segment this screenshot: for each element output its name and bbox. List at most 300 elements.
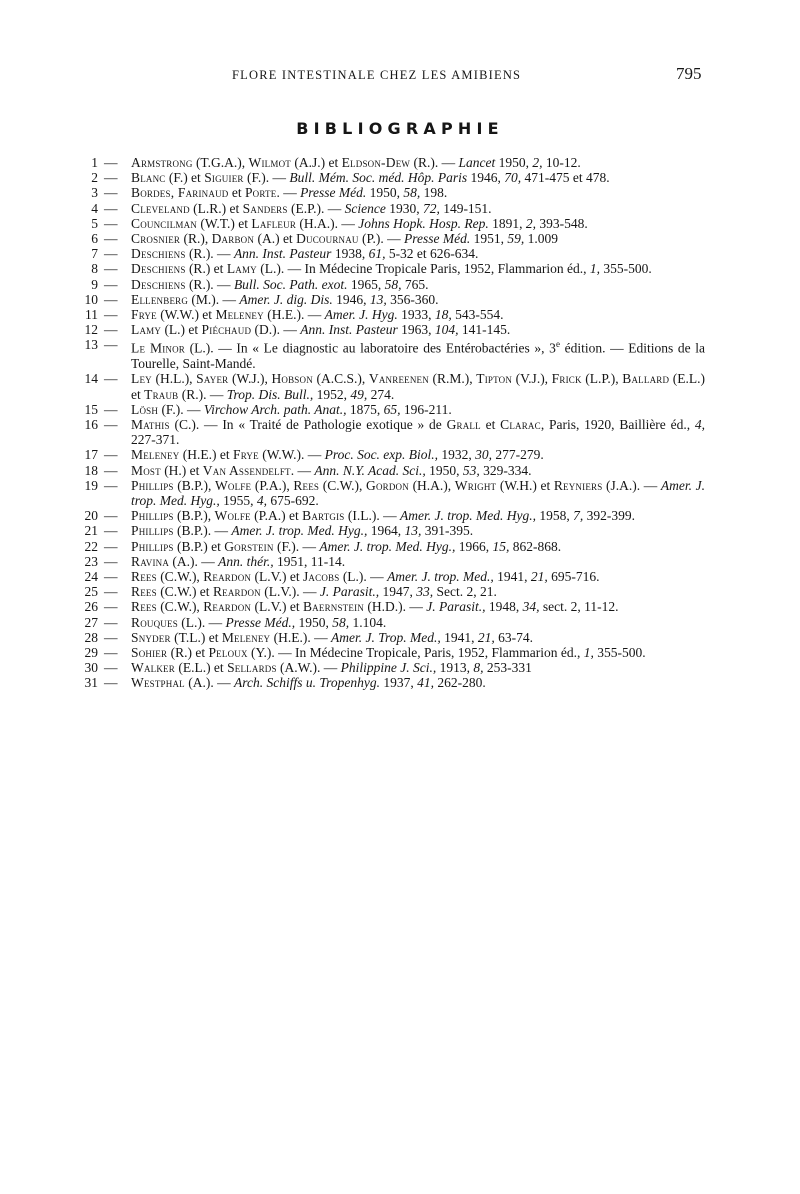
journal-title: Bull. Mém. Soc. méd. Hôp. Paris [289,170,468,186]
author-name: Deschiens [131,246,186,262]
reference-text [131,569,705,584]
author-name: Mathis [131,416,170,432]
author-name: Meleney [215,307,264,323]
reference-text [131,478,705,508]
reference-fragment: (H.A.). — [296,215,359,231]
journal-title: 34, [522,599,540,615]
author-name: Lafleur [251,215,297,231]
reference-dash: — [104,371,118,387]
reference-fragment: 675-692. [266,492,319,508]
journal-title: 7, [573,508,584,524]
journal-title: Arch. Schiffs u. Tropenhyg. [233,675,380,691]
journal-title: 30, [475,447,493,463]
reference-dash: — [104,553,118,569]
reference-fragment: et [480,416,501,432]
reference-fragment: 1952, [313,386,351,402]
author-name: Lösh [131,401,159,417]
reference-fragment: (F.). — [158,401,204,417]
reference-number: 1 [91,155,98,170]
reference-fragment: (A.) et [254,231,297,247]
reference-fragment: 262-280. [433,675,486,691]
reference-fragment: (R.), [180,231,212,247]
author-name: Deschiens [131,261,186,277]
reference-fragment: 1951, [470,231,508,247]
reference-fragment: 355-500. [593,645,646,660]
reference-fragment: 1933, [397,307,435,323]
running-title: FLORE INTESTINALE CHEZ LES AMIBIENS [232,68,522,82]
running-header [0,64,800,84]
reference-number: 4 [91,200,98,216]
author-name: Tipton [476,371,513,387]
reference-entry [0,447,800,462]
reference-text [131,523,705,538]
reference-dash: — [104,322,118,338]
journal-title: J. Parasit., [319,584,380,600]
reference-dash: — [104,675,118,691]
journal-title: Amer. J. trop. Med. Hyg., [319,538,456,554]
reference-fragment: 355-500. [599,261,652,277]
reference-fragment: (W.T.) et [197,215,252,231]
reference-number: 12 [84,322,98,338]
reference-fragment: (L.). — In Médecine Tropicale Paris, 1952, Flammarion éd., [256,261,590,277]
author-name: Ravina [131,553,170,569]
reference-fragment: . — [276,185,301,201]
reference-fragment: (E.L.) et [174,660,228,676]
author-name: Le Minor [131,340,185,356]
reference-fragment: 1938, [331,246,369,262]
reference-fragment: et [228,185,245,201]
author-name: Reardon [203,599,252,615]
reference-number: 23 [84,553,98,569]
reference-fragment: 1937, [379,675,418,691]
journal-title: Amer. J. trop. Med. Hyg., [231,523,368,539]
reference-fragment: (F.). — [273,538,320,554]
reference-text [131,231,705,246]
reference-entry [0,307,800,322]
reference-fragment: 765. [401,276,429,292]
journal-title: 13, [369,291,387,307]
reference-dash: — [104,538,118,554]
reference-dash: — [104,276,118,292]
reference-fragment: (L.P.), [581,371,623,387]
author-name: Frye [131,307,157,323]
reference-fragment: (P.A.), [251,477,294,493]
reference-text [131,584,705,599]
author-name: Rees [131,568,157,584]
author-name: Rees [293,477,320,493]
reference-dash: — [104,645,118,660]
reference-dash: — [104,599,118,615]
author-name: Bartgis [302,508,345,524]
reference-number: 3 [91,185,98,201]
author-name: Porte [244,185,277,201]
journal-title: 21, [530,568,548,584]
journal-title: Virchow Arch. path. Anat., [203,401,347,417]
reference-dash: — [104,584,118,600]
reference-entry [0,231,800,246]
reference-fragment: (A.C.S.), [312,371,369,387]
journal-title: Ann. thér., [218,553,274,569]
reference-entry [0,599,800,614]
reference-number: 28 [84,629,98,645]
reference-dash: — [104,477,118,493]
reference-fragment: (P.A.) et [250,508,303,524]
journal-title: 2, [525,215,537,231]
author-name: Clarac [500,416,541,432]
reference-fragment: (L.V.) et [251,568,303,584]
reference-text [131,292,705,307]
reference-entry [0,584,800,599]
reference-fragment: (R.) et [167,645,209,660]
reference-fragment: (L.). — [339,568,388,584]
journal-title: J. Parasit., [426,599,486,615]
reference-number: 29 [84,645,98,660]
reference-fragment: (I.L.). — [344,508,400,524]
reference-fragment: 63-74. [494,629,533,645]
reference-dash: — [104,261,118,277]
reference-fragment: (T.G.A.), [192,155,249,170]
reference-dash: — [104,170,118,186]
reference-fragment: (F.). — [243,170,290,186]
reference-fragment: (H.A.), [408,477,455,493]
reference-fragment: 1947, [379,584,417,600]
reference-number: 10 [84,291,98,307]
journal-title: 1, [583,645,594,660]
reference-entry [0,371,800,401]
reference-fragment: (R.). — [185,246,234,262]
reference-fragment: (H.L.), [151,371,197,387]
reference-fragment: 392-399. [583,508,635,524]
journal-title: Johns Hopk. Hosp. Rep. [358,215,489,231]
reference-fragment: , Paris, 1920, Baillière éd., [540,416,695,432]
reference-fragment: (A.). — [184,675,234,691]
reference-fragment: 1.009 [524,231,558,247]
page-number: 795 [676,64,702,83]
journal-title: Presse Méd., [225,614,296,630]
journal-title: 53, [462,462,480,478]
journal-title: 49, [350,386,368,402]
reference-fragment: 391-395. [421,523,474,539]
reference-text [131,402,705,417]
reference-number: 6 [91,231,98,247]
reference-fragment: (A.). — [169,553,219,569]
reference-entry [0,155,800,170]
reference-text [131,463,705,478]
reference-dash: — [104,231,118,247]
reference-text [131,599,705,614]
reference-fragment: (B.P.) et [173,538,225,554]
reference-text [131,371,705,401]
reference-dash: — [104,246,118,262]
reference-number: 30 [84,660,98,676]
reference-fragment: 227-371. [131,432,180,448]
reference-entry [0,261,800,276]
journal-title: Science [344,200,386,216]
author-name: Phillips [131,477,174,493]
reference-fragment: 1958, [535,508,574,524]
reference-fragment: (L.). — [177,614,226,630]
author-name: Meleney [221,629,271,645]
author-name: Lamy [131,322,162,338]
reference-text [131,554,705,569]
reference-fragment: (L.) et [161,322,202,338]
reference-text [131,447,705,462]
reference-fragment: 1963, [397,322,435,338]
journal-title: 13, [404,523,422,539]
reference-dash: — [104,447,118,463]
author-name: Blanc [131,170,166,186]
reference-text [131,261,705,276]
reference-number: 27 [84,614,98,630]
reference-fragment: (D.). — [251,322,301,338]
reference-dash: — [104,629,118,645]
reference-text [131,508,705,523]
journal-title: Amer. J. trop. Med., [387,568,494,584]
reference-number: 31 [84,675,98,691]
journal-title: 8, [473,660,484,676]
reference-fragment: 862-868. [509,538,562,554]
author-name: Westphal [131,675,185,691]
reference-fragment: 1875, [346,401,384,417]
journal-title: Amer. J. Hyg. [324,307,398,323]
reference-entry [0,185,800,200]
journal-title: 58, [332,614,350,630]
reference-fragment: (H.) et [160,462,203,478]
author-name: Sayer [196,371,229,387]
author-name: Sanders [242,200,288,216]
journal-title: 58, [384,276,402,292]
reference-dash: — [104,523,118,539]
reference-fragment: (R.) et [185,261,227,277]
author-name: Grall [446,416,481,432]
reference-fragment: (W.W.) et [156,307,216,323]
reference-entry [0,478,800,508]
reference-fragment: (P.). — [358,231,405,247]
journal-title: 65, [383,401,401,417]
reference-fragment: 1941, [493,568,531,584]
reference-fragment: 10-12. [542,155,581,170]
journal-title: Amer. J. dig. Dis. [239,291,333,307]
author-name: Crosnier [131,231,181,247]
journal-title: 58, [403,185,421,201]
reference-entry [0,292,800,307]
journal-title: Proc. Soc. exp. Biol., [324,447,439,463]
reference-fragment: (W.H.) et [496,477,554,493]
reference-number: 22 [84,538,98,554]
reference-number: 2 [91,170,98,186]
reference-number: 24 [84,568,98,584]
reference-fragment: (H.E.). — [270,629,331,645]
reference-text [131,155,705,170]
reference-fragment: 695-716. [547,568,600,584]
reference-text [131,307,705,322]
reference-fragment: (E.P.). — [287,200,345,216]
reference-dash: — [104,614,118,630]
reference-fragment: 277-279. [492,447,544,463]
journal-title: Trop. Dis. Bull., [226,386,314,402]
author-name: Ley [131,371,152,387]
reference-fragment: (R.M.), [428,371,477,387]
reference-entry [0,170,800,185]
reference-entry [0,417,800,447]
reference-fragment: (A.W.). — [276,660,341,676]
journal-title: Philippine J. Sci., [340,660,437,676]
reference-fragment: (V.J.), [512,371,552,387]
reference-fragment: (C.W.), [156,599,204,615]
reference-dash: — [104,155,118,170]
reference-fragment: (B.P.), [173,477,215,493]
author-name: Reyniers [553,477,603,493]
reference-fragment: 1941, [440,629,478,645]
reference-fragment: (L.R.) et [189,200,243,216]
reference-number: 8 [91,261,98,277]
author-name: Rees [131,599,157,615]
reference-number: 25 [84,584,98,600]
reference-dash: — [104,215,118,231]
reference-text [131,539,705,554]
reference-fragment: (A.J.) et [290,155,342,170]
author-name: Lamy [226,261,257,277]
author-name: Van Assendelft [202,462,291,478]
reference-fragment: (C.W.), [156,568,204,584]
author-name: Frye [233,447,259,463]
reference-entry [0,246,800,261]
journal-title: Amer. J. Trop. Med., [330,629,441,645]
reference-fragment: 1.104. [349,614,387,630]
reference-fragment: (R.). — [185,276,234,292]
reference-fragment: (L.V.) et [251,599,303,615]
reference-fragment: 1965, [347,276,385,292]
reference-fragment: (C.W.) et [156,584,213,600]
reference-number: 9 [91,276,98,292]
journal-title: Ann. N.Y. Acad. Sci., [314,462,426,478]
reference-text [131,216,705,231]
author-name: Meleney [131,447,180,463]
journal-title: 4, [256,492,267,508]
reference-fragment: 1964, [367,523,405,539]
reference-fragment: . — [290,462,315,478]
journal-title: Ann. Inst. Pasteur [300,322,398,338]
reference-fragment: 274. [367,386,395,402]
reference-fragment: (R.). — [410,155,459,170]
author-name: Wilmot [248,155,291,170]
reference-fragment: 1946, [332,291,370,307]
reference-fragment: (B.P.). — [173,523,232,539]
author-name: Phillips [131,523,174,539]
reference-number: 15 [84,401,98,417]
journal-title: 18, [434,307,452,323]
journal-title: Lancet [458,155,496,170]
reference-fragment: e [555,339,560,350]
journal-title: Amer. J. trop. Med. Hyg., [131,477,705,508]
reference-text [131,246,705,261]
reference-dash: — [104,660,118,676]
reference-fragment: 1950, [495,155,533,170]
journal-title: Ann. Inst. Pasteur [233,246,332,262]
reference-fragment: 1930, [385,200,423,216]
reference-text [131,185,705,200]
author-name: Eldson-Dew [341,155,411,170]
reference-text [131,645,705,660]
reference-fragment: (H.D.). — [363,599,427,615]
journal-title: 4, [694,416,705,432]
reference-fragment: (C.W.), [319,477,366,493]
reference-fragment: (L.). — In « Le diagnostic au laboratoire des Entérobactéries », 3 [185,340,556,356]
reference-fragment: 198. [420,185,448,201]
reference-text [131,322,705,337]
reference-dash: — [104,291,118,307]
author-name: Traub [144,386,179,402]
reference-number: 16 [84,416,98,432]
reference-fragment: 543-554. [451,307,504,323]
reference-fragment: 196-211. [400,401,452,417]
reference-dash: — [104,508,118,524]
reference-fragment: 1950, [366,185,404,201]
reference-fragment: 393-548. [536,215,588,231]
author-name: Frick [551,371,582,387]
reference-text [131,337,705,371]
reference-fragment: 471-475 et 478. [521,170,610,186]
reference-fragment: (C.). — In « Traité de Pathologie exotique » de [169,416,447,432]
reference-fragment: 1913, [436,660,474,676]
journal-title: 21, [477,629,495,645]
journal-title: 41, [417,675,434,691]
reference-text [131,277,705,292]
reference-fragment: (Y.). — In Médecine Tropicale, Paris, 1952, Flammarion éd., [247,645,584,660]
author-name: Darbon [211,231,255,247]
reference-entry [0,402,800,417]
author-name: Wolfe [214,508,251,524]
journal-title: 1, [589,261,600,277]
bibliography-list [0,155,800,691]
author-name: Councilman [131,215,198,231]
reference-fragment: 1946, [467,170,505,186]
reference-entry [0,615,800,630]
reference-fragment: (W.J.), [228,371,272,387]
reference-fragment: 1955, [219,492,257,508]
reference-fragment: (J.A.). — [602,477,661,493]
author-name: Ballard [622,371,670,387]
reference-fragment: 1948, [485,599,523,615]
reference-number: 5 [91,215,98,231]
author-name: Snyder [131,629,171,645]
reference-entry [0,554,800,569]
reference-fragment: 149-151. [439,200,492,216]
author-name: Jacobs [302,568,340,584]
author-name: Ellenberg [131,291,189,307]
reference-entry [0,539,800,554]
author-name: Rees [131,584,157,600]
author-name: Most [131,462,161,478]
reference-dash: — [104,568,118,584]
reference-fragment: 1932, [438,447,476,463]
reference-entry [0,675,800,690]
reference-entry [0,463,800,478]
author-name: Peloux [208,645,248,660]
author-name: Vanreenen [368,371,429,387]
reference-dash: — [104,185,118,201]
reference-fragment: 1950, [425,462,463,478]
reference-number: 20 [84,508,98,524]
reference-fragment: 141-145. [458,322,511,338]
journal-title: Presse Méd. [404,231,471,247]
reference-number: 18 [84,462,98,478]
journal-title: Presse Méd. [300,185,367,201]
reference-fragment: (M.). — [188,291,240,307]
reference-fragment: 1951, 11-14. [273,553,346,569]
reference-number: 13 [84,337,98,353]
reference-entry [0,645,800,660]
